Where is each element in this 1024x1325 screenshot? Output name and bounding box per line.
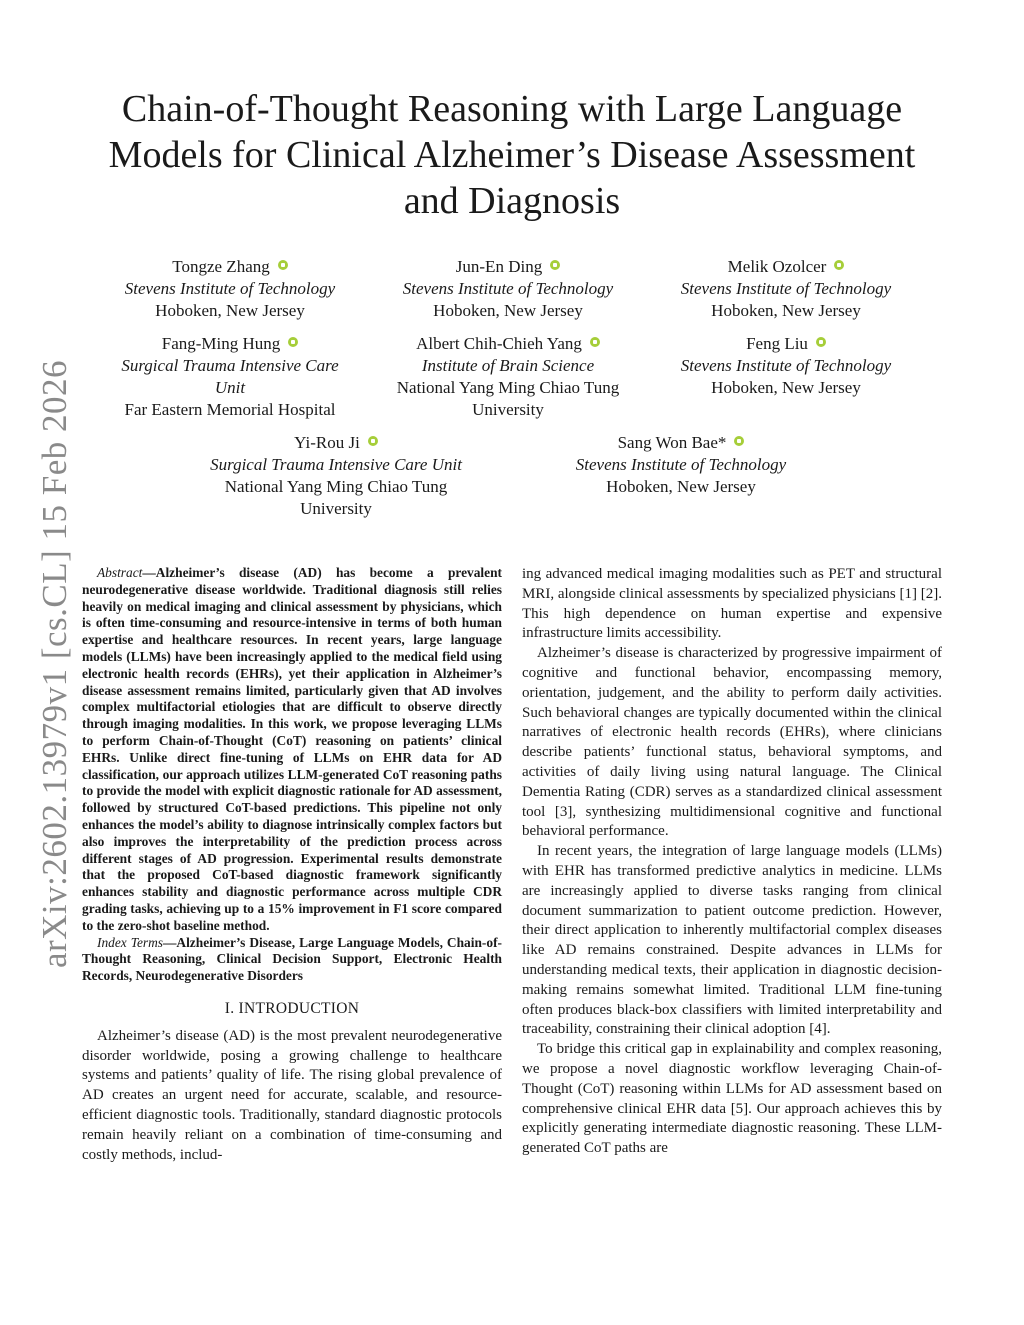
orcid-icon[interactable]: [550, 260, 560, 270]
author-block: [531, 432, 831, 498]
section-heading: I. INTRODUCTION: [224, 999, 360, 1017]
author-name: Sang Won Bae*: [617, 433, 727, 452]
author-name: Jun-En Ding: [455, 257, 543, 276]
author-block: [100, 256, 360, 322]
abstract: [82, 565, 502, 935]
author-name: Melik Ozolcer: [727, 257, 827, 276]
author-affiliation: Stevens Institute of Technology: [124, 279, 336, 298]
author-block: [656, 256, 916, 322]
body-paragraph: ing advanced medical imaging modalities such as PET and structural MRI, alongside clinical assessments by specialized physicians [1] [2]. This high dependence on human expertise and expensive infrastructure limits accessibility.: [522, 566, 942, 642]
author-location: Hoboken, New Jersey: [711, 301, 861, 320]
author-location: Hoboken, New Jersey: [606, 477, 756, 496]
author-location-cont: University: [472, 400, 544, 419]
author-affiliation: Stevens Institute of Technology: [402, 279, 614, 298]
orcid-icon[interactable]: [590, 337, 600, 347]
author-block: [656, 333, 916, 399]
paper-title: Chain-of-Thought Reasoning with Large Language Models for Clinical Alzheimer’s Disease Assessment and Diagnosis: [108, 88, 916, 222]
body-paragraph: To bridge this critical gap in explainability and complex reasoning, we propose a novel diagnostic workflow leveraging Chain-of-Thought (CoT) reasoning within LLMs for AD assessment based on comprehensive clinical EHR data [5]. Our approach achieves this by explicitly generating intermediate diagnostic reasoning. These LLM-generated CoT paths are: [522, 1041, 942, 1157]
orcid-icon[interactable]: [288, 337, 298, 347]
orcid-icon[interactable]: [368, 436, 378, 446]
author-affiliation: Stevens Institute of Technology: [575, 455, 787, 474]
author-name: Fang-Ming Hung: [161, 334, 281, 353]
author-location-cont: University: [300, 499, 372, 518]
author-block: [100, 333, 360, 421]
index-terms-text: —Alzheimer’s Disease, Large Language Models, Chain-of-Thought Reasoning, Clinical Decision Support, Electronic Health Records, Neurodegenerative Disorders: [82, 934, 502, 984]
orcid-icon[interactable]: [734, 436, 744, 446]
author-name: Feng Liu: [746, 334, 808, 353]
author-name: Tongze Zhang: [172, 257, 270, 276]
orcid-icon[interactable]: [834, 260, 844, 270]
author-location: Hoboken, New Jersey: [155, 301, 305, 320]
author-name: Yi-Rou Ji: [294, 433, 360, 452]
arxiv-identifier-stamp: [30, 359, 80, 969]
author-affiliation: Surgical Trauma Intensive Care: [121, 356, 339, 375]
author-affiliation-cont: Unit: [214, 378, 246, 397]
body-paragraph: Alzheimer’s disease is characterized by progressive impairment of cognitive and functional behavior, encompassing memory, orientation, judgement, and the ability to perform daily activities. Such behavioral changes are typically documented within the clinical narratives of electronic health records (EHRs), where clinicians describe patients’ functional status, behavioral symptoms, and activities of daily living using natural language. The Clinical Dementia Rating (CDR) serves as a standardized clinical assessment tool [3], synthesizing multidimensional cognitive and functional behavioral performance.: [522, 645, 942, 840]
author-block: [378, 256, 638, 322]
author-affiliation: Stevens Institute of Technology: [680, 279, 892, 298]
abstract-label: Abstract: [97, 565, 143, 580]
body-paragraph: In recent years, the integration of large language models (LLMs) with EHR has transformed predictive analytics in medicine. LLMs are increasingly applied to diverse tasks ranging from clinical document summarization to patient outcome prediction. However, their direct application to inherently multifactorial complex diseases like AD remains constrained. Despite advances in LLMs for understanding medical texts, their application in diagnostic decision-making remains somewhat limited. Traditional LLM fine-tuning often produces black-box classifiers with limited interpretability and traceability, constraining their clinical adoption [4].: [522, 843, 942, 1038]
right-column: [522, 565, 942, 1159]
orcid-icon[interactable]: [816, 337, 826, 347]
author-affiliation: Surgical Trauma Intensive Care Unit: [210, 455, 462, 474]
author-location: National Yang Ming Chiao Tung: [396, 378, 620, 397]
author-location: Hoboken, New Jersey: [433, 301, 583, 320]
index-terms: [82, 935, 502, 985]
index-terms-label: Index Terms: [97, 934, 164, 950]
author-name: Albert Chih-Chieh Yang: [416, 334, 582, 353]
author-location: Hoboken, New Jersey: [711, 378, 861, 397]
abstract-text: —Alzheimer’s disease (AD) has become a prevalent neurodegenerative disease worldwide. Traditional diagnosis still relies heavily on medical imaging and clinical assessment by physicians, which is often time-consuming and resource-intensive in terms of both human expertise and healthcare resources. In recent years, large language models (LLMs) have been increasingly applied to the medical field using electronic health records (EHRs), yet their application in Alzheimer’s disease assessment remains limited, particularly given that AD involves complex multifactorial etiologies that are difficult to observe directly through imaging modalities. In this work, we propose leveraging LLMs to perform Chain-of-Thought (CoT) reasoning on patients’ clinical EHRs. Unlike direct fine-tuning of LLMs on EHR data for AD classification, our approach utilizes LLM-generated CoT reasoning paths to provide the model with explicit diagnostic rationale for AD assessment, followed by structured CoT-based predictions. This pipeline not only enhances the model’s ability to diagnose intrinsically complex factors but also improves the interpretability of the prediction process across different stages of AD progression. Experimental results demonstrate that the proposed CoT-based diagnostic framework significantly enhances stability and diagnostic performance across multiple CDR grading tasks, achieving up to a 15% improvement in F1 score compared to the zero-shot baseline method.: [82, 565, 502, 933]
arxiv-stamp-text: arXiv:2602.13979v1 [cs.CL] 15 Feb 2026: [35, 359, 74, 969]
author-location: Far Eastern Memorial Hospital: [124, 400, 336, 419]
author-affiliation: Institute of Brain Science: [421, 356, 595, 375]
orcid-icon[interactable]: [278, 260, 288, 270]
author-block: [186, 432, 486, 520]
left-column: [82, 565, 502, 1165]
author-affiliation: Stevens Institute of Technology: [680, 356, 892, 375]
intro-paragraph: Alzheimer’s disease (AD) is the most prevalent neurodegenerative disorder worldwide, posing a growing challenge to healthcare systems and patients’ quality of life. The rising global prevalence of AD creates an urgent need for accurate, scalable, and resource-efficient diagnostic tools. Traditionally, standard diagnostic protocols remain heavily reliant on a combination of time-consuming and costly methods, includ-: [82, 1027, 502, 1163]
author-block: [378, 333, 638, 421]
author-location: National Yang Ming Chiao Tung: [224, 477, 448, 496]
